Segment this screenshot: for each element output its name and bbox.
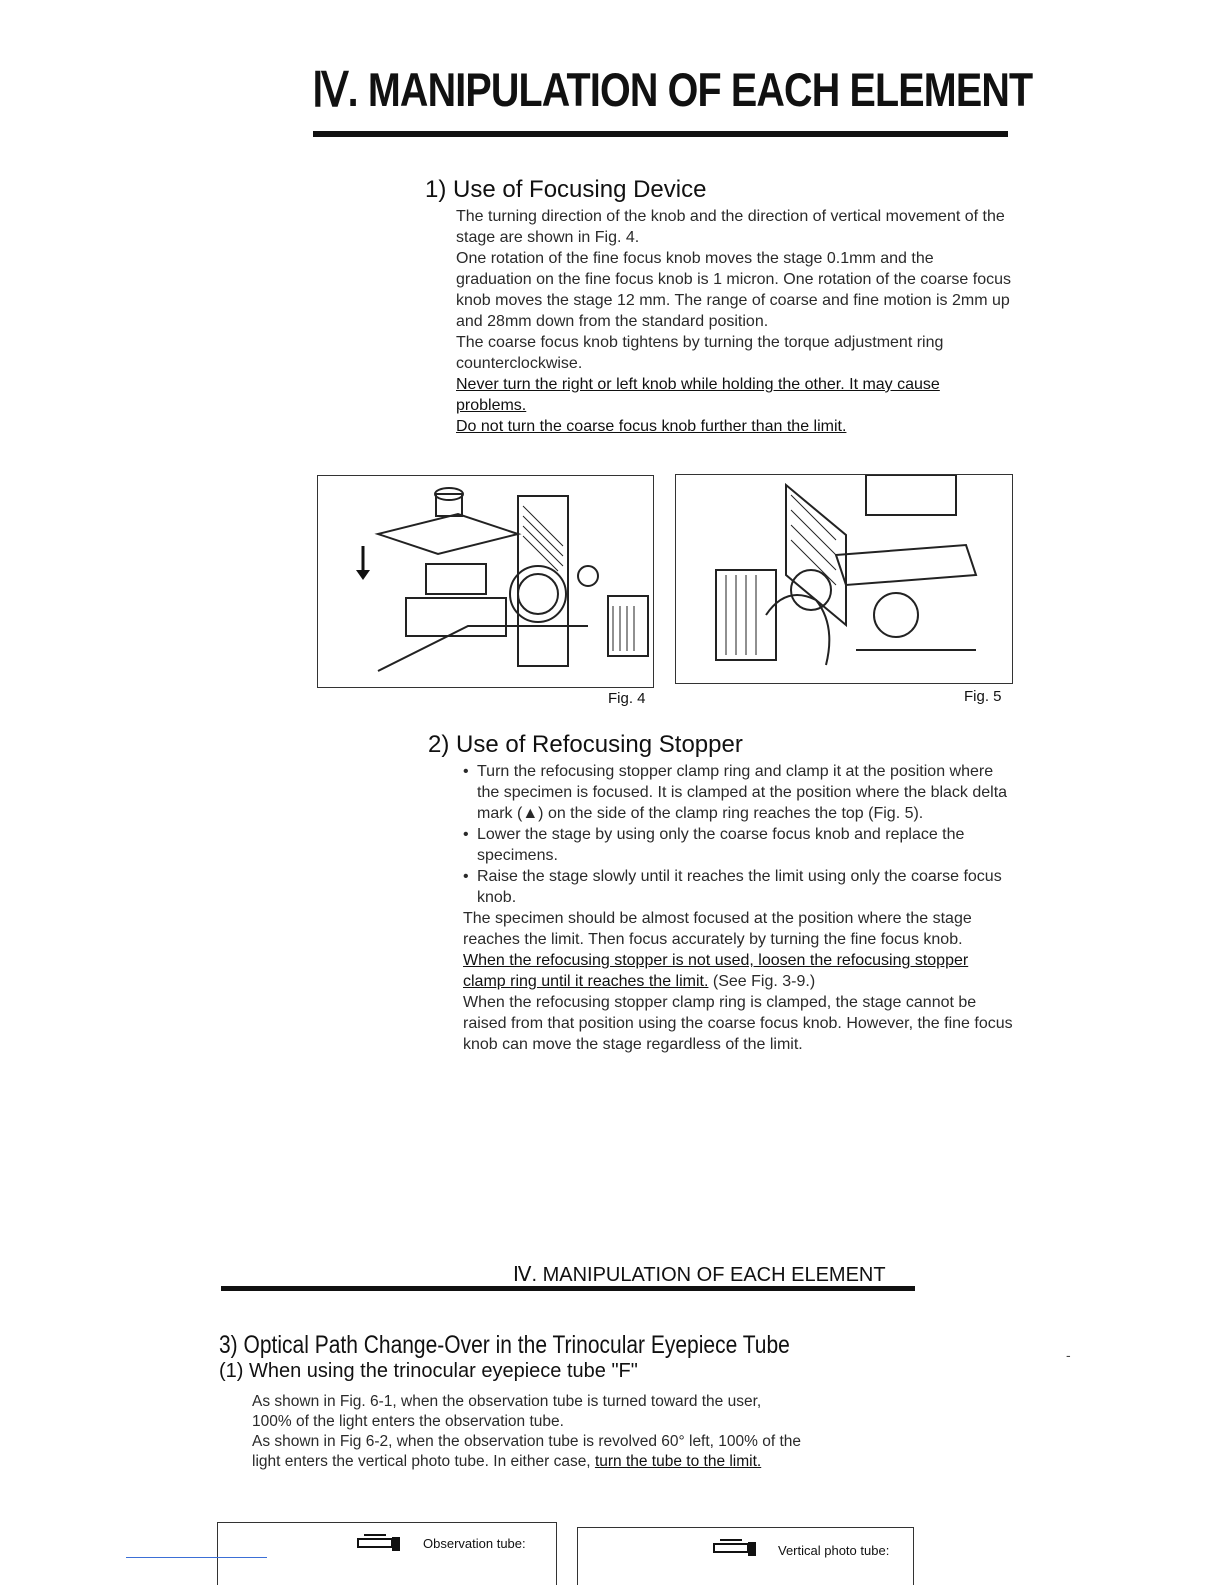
section2-warning-paragraph xyxy=(463,950,1015,992)
figure-reference: (See Fig. 3-9.) xyxy=(708,973,816,990)
running-header: Ⅳ. MANIPULATION OF EACH ELEMENT xyxy=(513,1264,886,1286)
list-item xyxy=(463,866,1015,908)
title-rule xyxy=(313,131,1008,137)
section3-paragraph xyxy=(252,1432,804,1472)
figure-5-stopper-ring xyxy=(675,474,1013,684)
observation-tube-icon xyxy=(356,1533,404,1553)
hand-turning-knob-illustration xyxy=(676,475,1012,683)
section2-closing: When the refocusing stopper clamp ring is clamped, the stage cannot be raised from that position using the coarse focus knob. However, the fine focus knob can move the stage regardless of the limit. xyxy=(463,994,1013,1053)
section1-paragraph: The coarse focus knob tightens by turning the torque adjustment ring counterclockwise. xyxy=(456,334,944,372)
bullet-icon: • xyxy=(463,763,469,780)
bullet-text: Turn the refocusing stopper clamp ring and clamp it at the position where the specimen is focused. It is clamped at the position where the black delta mark (▲) on the side of the clamp ring reaches the top (Fig. 5). xyxy=(477,763,1008,822)
section3-text: As shown in Fig 6-2, when the observation tube is revolved 60° left, 100% of the light enters the vertical photo tube. In either case, xyxy=(252,1433,802,1470)
section-heading-focusing-device: 1) Use of Focusing Device xyxy=(425,176,707,203)
warning-text: Never turn the right or left knob while holding the other. It may cause problems. xyxy=(456,376,940,414)
microscope-stage-illustration xyxy=(318,476,653,687)
bullet-icon: • xyxy=(463,826,469,843)
list-item xyxy=(463,761,1015,824)
subheading-trinocular-tube: (1) When using the trinocular eyepiece tube "F" xyxy=(219,1360,638,1382)
vertical-photo-tube-icon xyxy=(712,1538,760,1558)
vertical-photo-tube-label: Vertical photo tube: xyxy=(778,1543,890,1558)
down-arrow-icon xyxy=(356,546,370,580)
margin-mark: - xyxy=(1066,1347,1071,1363)
warning-text: turn the tube to the limit. xyxy=(594,1453,762,1470)
page-title: Ⅳ. MANIPULATION OF EACH ELEMENT xyxy=(312,63,1033,116)
section2-body xyxy=(463,761,1015,1055)
section2-paragraph: The specimen should be almost focused at the position where the stage reaches the limit. Then focus accurately by turning the fine focus knob. xyxy=(463,910,972,948)
bullet-text: Raise the stage slowly until it reaches the limit using only the coarse focus knob. xyxy=(477,868,1002,906)
section3-paragraph: As shown in Fig. 6-1, when the observation tube is turned toward the user, 100% of the light enters the observation tube. xyxy=(252,1393,762,1430)
warning-text: Do not turn the coarse focus knob further than the limit. xyxy=(456,418,847,435)
figure-5-caption: Fig. 5 xyxy=(964,688,1002,705)
section-heading-optical-path: 3) Optical Path Change-Over in the Trinocular Eyepiece Tube xyxy=(219,1331,790,1359)
list-item xyxy=(463,824,1015,866)
warning-text: When the refocusing stopper is not used, loosen the refocusing stopper clamp ring until it reaches the limit. xyxy=(463,952,969,990)
header-rule xyxy=(221,1286,915,1291)
section1-body xyxy=(456,206,1012,437)
figure-6-2-frame xyxy=(577,1527,914,1585)
section1-paragraph: The turning direction of the knob and the direction of vertical movement of the stage are shown in Fig. 4. xyxy=(456,208,1005,246)
bullet-icon: • xyxy=(463,868,469,885)
observation-tube-label: Observation tube: xyxy=(423,1536,526,1551)
figure-4-caption: Fig. 4 xyxy=(608,690,646,707)
bullet-text: Lower the stage by using only the coarse focus knob and replace the specimens. xyxy=(477,826,965,864)
figure-4-focusing-knob xyxy=(317,475,654,688)
figure-6-1-frame xyxy=(217,1522,557,1585)
section1-paragraph: One rotation of the fine focus knob moves the stage 0.1mm and the graduation on the fine focus knob is 1 micron. One rotation of the coarse focus knob moves the stage 12 mm. The range of coarse and fine motion is 2mm up and 28mm down from the standard position. xyxy=(456,250,1011,330)
scan-artifact-line xyxy=(126,1557,267,1558)
section-heading-refocusing-stopper: 2) Use of Refocusing Stopper xyxy=(428,731,743,758)
section3-body xyxy=(252,1392,804,1472)
